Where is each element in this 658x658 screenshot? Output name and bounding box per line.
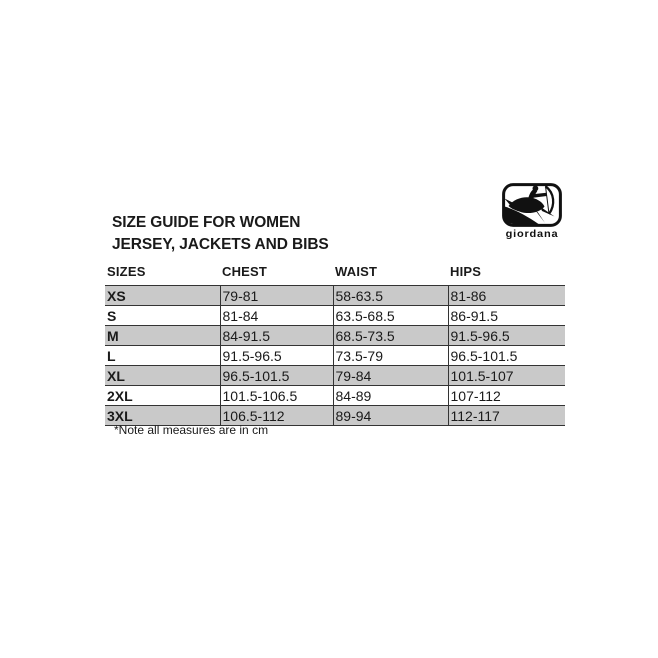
cell-size: XL bbox=[105, 366, 220, 386]
cell-chest: 106.5-112 bbox=[220, 406, 333, 426]
cell-hips: 81-86 bbox=[448, 286, 565, 306]
cell-hips: 112-117 bbox=[448, 406, 565, 426]
measures-note: *Note all measures are in cm bbox=[114, 423, 269, 437]
cell-chest: 96.5-101.5 bbox=[220, 366, 333, 386]
column-header-sizes: SIZES bbox=[105, 259, 220, 286]
page-title bbox=[112, 212, 329, 256]
page-title-line2: JERSEY, JACKETS AND BIBS bbox=[112, 236, 329, 253]
cell-size: 2XL bbox=[105, 386, 220, 406]
cell-waist: 84-89 bbox=[333, 386, 448, 406]
column-header-chest: CHEST bbox=[220, 259, 333, 286]
column-header-hips: HIPS bbox=[448, 259, 565, 286]
cell-size: XS bbox=[105, 286, 220, 306]
table-row bbox=[105, 366, 565, 386]
cell-hips: 101.5-107 bbox=[448, 366, 565, 386]
cell-size: L bbox=[105, 346, 220, 366]
cell-size: M bbox=[105, 326, 220, 346]
table-row bbox=[105, 386, 565, 406]
table-header-row bbox=[105, 259, 565, 286]
cell-waist: 63.5-68.5 bbox=[333, 306, 448, 326]
page-title-line1: SIZE GUIDE FOR WOMEN bbox=[112, 214, 301, 231]
table-row bbox=[105, 306, 565, 326]
cell-size: 3XL bbox=[105, 406, 220, 426]
cell-waist: 58-63.5 bbox=[333, 286, 448, 306]
cell-hips: 91.5-96.5 bbox=[448, 326, 565, 346]
table-row bbox=[105, 286, 565, 306]
cell-chest: 84-91.5 bbox=[220, 326, 333, 346]
column-header-waist: WAIST bbox=[333, 259, 448, 286]
cell-waist: 73.5-79 bbox=[333, 346, 448, 366]
cell-hips: 107-112 bbox=[448, 386, 565, 406]
giordana-wordmark: giordana bbox=[505, 228, 559, 240]
cell-waist: 68.5-73.5 bbox=[333, 326, 448, 346]
cell-chest: 79-81 bbox=[220, 286, 333, 306]
cell-chest: 101.5-106.5 bbox=[220, 386, 333, 406]
size-guide-table bbox=[105, 259, 565, 426]
table-row bbox=[105, 346, 565, 366]
giordana-logo bbox=[497, 183, 567, 240]
table-body bbox=[105, 286, 565, 426]
cell-hips: 86-91.5 bbox=[448, 306, 565, 326]
cell-waist: 79-84 bbox=[333, 366, 448, 386]
cell-hips: 96.5-101.5 bbox=[448, 346, 565, 366]
cell-chest: 91.5-96.5 bbox=[220, 346, 333, 366]
cell-waist: 89-94 bbox=[333, 406, 448, 426]
cell-size: S bbox=[105, 306, 220, 326]
cell-chest: 81-84 bbox=[220, 306, 333, 326]
giordana-archer-icon bbox=[502, 183, 562, 227]
table-row bbox=[105, 326, 565, 346]
